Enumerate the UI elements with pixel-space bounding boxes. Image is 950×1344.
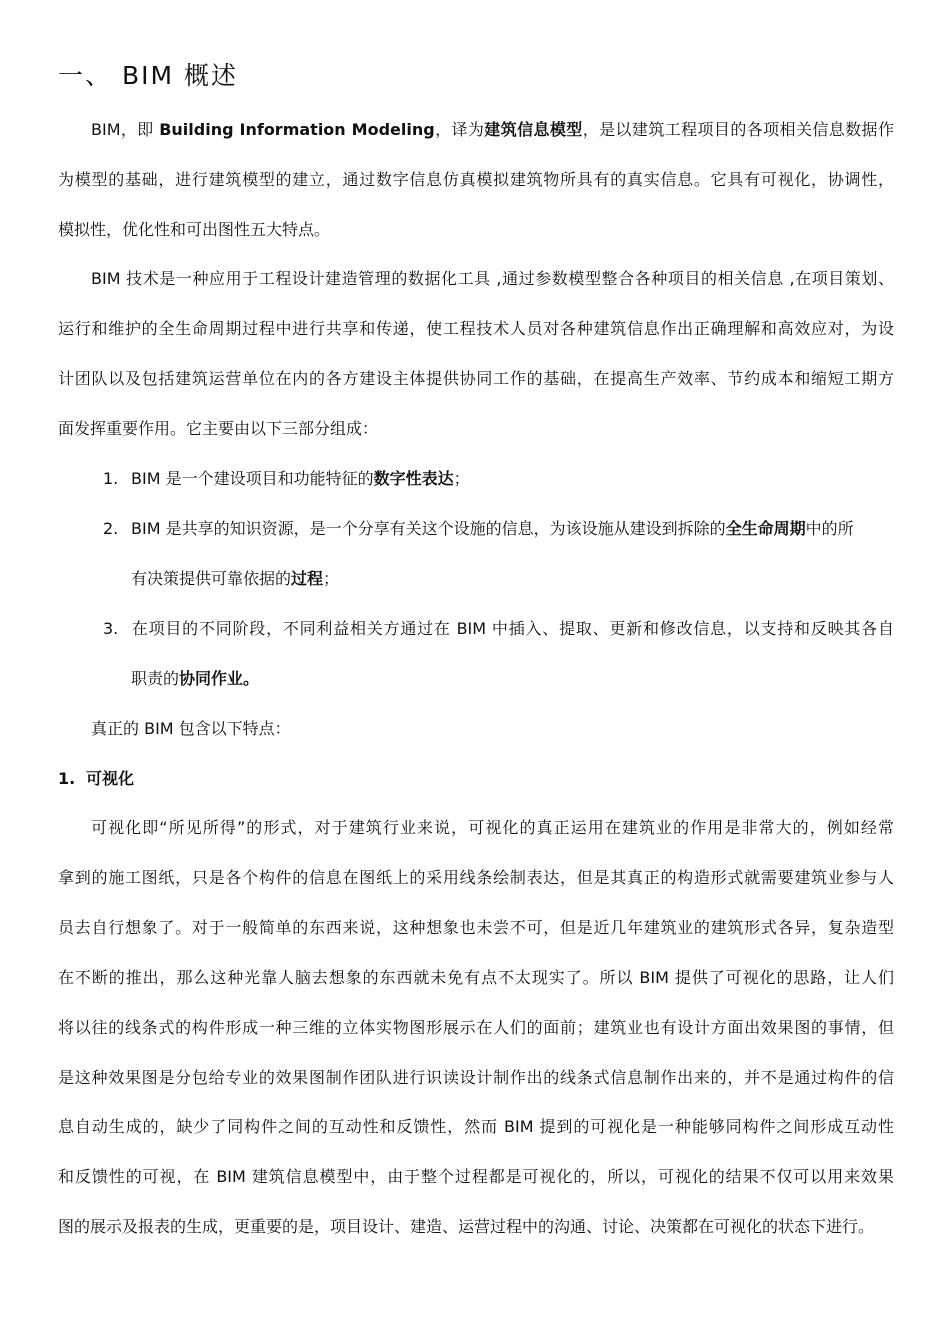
list-item-2-cont bbox=[131, 569, 894, 589]
para1-line2: 为模型的基础，进行建筑模型的建立，通过数字信息仿真模拟建筑物所具有的真实信息。它具有可视化，协调性， bbox=[58, 170, 894, 189]
text: ； bbox=[323, 569, 340, 588]
term-bold: 数字性表达 bbox=[373, 469, 454, 488]
text: 职责的 bbox=[131, 669, 180, 688]
list-number: 1. bbox=[103, 469, 119, 488]
list-number: 3. bbox=[103, 619, 119, 638]
para1-line1 bbox=[91, 120, 894, 140]
list-item-3-cont bbox=[131, 669, 894, 689]
para3-line9: 图的展示及报表的生成，更重要的是，项目设计、建造、运营过程中的沟通、讨论、决策都在可视化的状态下进行。 bbox=[58, 1217, 875, 1236]
section-title: 可视化 bbox=[86, 769, 135, 788]
para3-line5: 将以往的线条式的构件形成一种三维的立体实物图形展示在人们的面前；建筑业也有设计方面出效果图的事情，但 bbox=[58, 1018, 894, 1037]
section1-heading bbox=[58, 769, 894, 789]
text: BIM，即 bbox=[91, 120, 160, 139]
list-item-1 bbox=[103, 469, 894, 489]
text: ，是以建筑工程项目的各项相关信息数据作 bbox=[582, 120, 894, 139]
term-bold: 建筑信息模型 bbox=[484, 120, 583, 139]
text: ； bbox=[453, 469, 470, 488]
para2-line3: 计团队以及包括建筑运营单位在内的各方建设主体提供协同工作的基础，在提高生产效率、节约成本和缩短工期方 bbox=[58, 369, 894, 388]
text: BIM 是一个建设项目和功能特征的 bbox=[131, 469, 374, 488]
term-bold: 过程 bbox=[291, 569, 324, 588]
text: 有决策提供可靠依据的 bbox=[131, 569, 292, 588]
features-intro bbox=[91, 719, 894, 739]
text: 在项目的不同阶段，不同利益相关方通过在 BIM 中插入、提取、更新和修改信息，以支持和反映其各自 bbox=[131, 619, 894, 638]
section-heading: 一、 BIM 概述 bbox=[58, 61, 238, 90]
para3-line2: 拿到的施工图纸，只是各个构件的信息在图纸上的采用线条绘制表达，但是其真正的构造形式就需要建筑业参与人 bbox=[58, 868, 894, 887]
para2-line4: 面发挥重要作用。它主要由以下三部分组成： bbox=[58, 419, 379, 438]
para3-line4: 在不断的推出，那么这种光靠人脑去想象的东西就未免有点不太现实了。所以 BIM 提供了可视化的思路，让人们 bbox=[58, 968, 894, 987]
para2-line1: BIM 技术是一种应用于工程设计建造管理的数据化工具 ,通过参数模型整合各种项目的相关信息 ,在项目策划、 bbox=[91, 269, 894, 288]
section-number: 1. bbox=[58, 769, 76, 788]
text: ，译为 bbox=[434, 120, 485, 139]
list-item-2 bbox=[103, 519, 894, 539]
text: BIM 是共享的知识资源，是一个分享有关这个设施的信息，为该设施从建设到拆除的 bbox=[131, 519, 726, 538]
list-number: 2. bbox=[103, 519, 119, 538]
para3-line6: 是这种效果图是分包给专业的效果图制作团队进行识读设计制作出的线条式信息制作出来的，并不是通过构件的信 bbox=[58, 1068, 894, 1087]
term-bold: 协同作业。 bbox=[179, 669, 260, 688]
text: 中的所 bbox=[805, 519, 854, 538]
list-item-3 bbox=[103, 619, 894, 639]
para3-line7: 息自动生成的，缺少了同构件之间的互动性和反馈性，然而 BIM 提到的可视化是一种能够同构件之间形成互动性 bbox=[58, 1117, 894, 1136]
para3-line8: 和反馈性的可视，在 BIM 建筑信息模型中，由于整个过程都是可视化的，所以，可视化的结果不仅可以用来效果 bbox=[58, 1167, 894, 1186]
term-english: Building Information Modeling bbox=[159, 120, 435, 139]
para3-line3: 员去自行想象了。对于一般简单的东西来说，这种想象也未尝不可，但是近几年建筑业的建筑形式各异，复杂造型 bbox=[58, 918, 894, 937]
para2-line2: 运行和维护的全生命周期过程中进行共享和传递，使工程技术人员对各种建筑信息作出正确理解和高效应对，为设 bbox=[58, 319, 894, 338]
features-intro-text: 真正的 BIM 包含以下特点： bbox=[91, 719, 291, 739]
para1-line3: 模拟性，优化性和可出图性五大特点。 bbox=[58, 220, 331, 239]
para3-line1: 可视化即“所见所得”的形式，对于建筑行业来说，可视化的真正运用在建筑业的作用是非常大的，例如经常 bbox=[91, 818, 894, 837]
term-bold: 全生命周期 bbox=[725, 519, 806, 538]
